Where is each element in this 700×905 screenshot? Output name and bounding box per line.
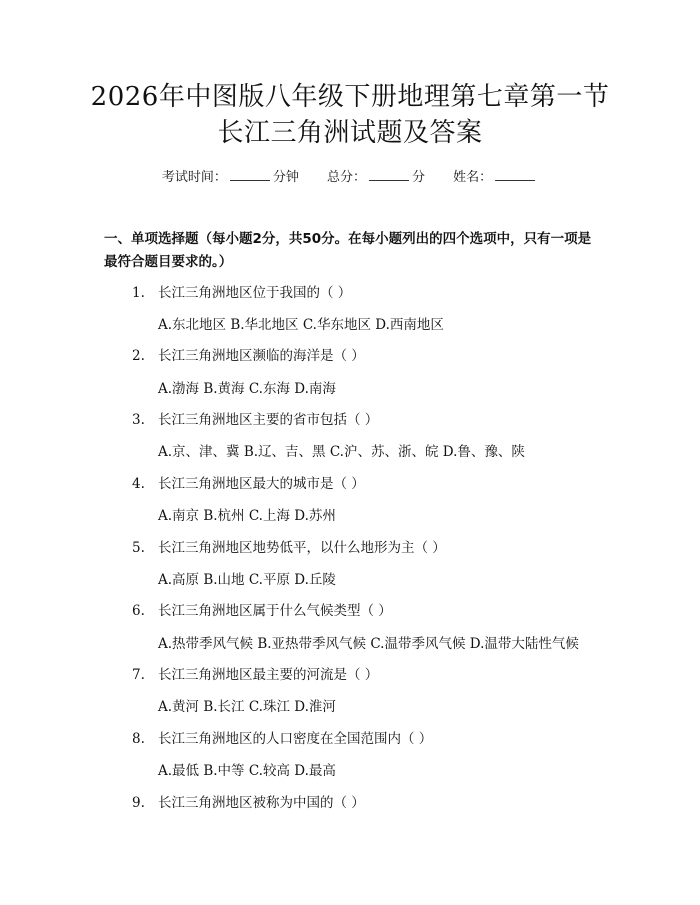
question-4 bbox=[132, 474, 365, 494]
question-1-options: A.东北地区 B.华北地区 C.华东地区 D.西南地区 bbox=[158, 317, 444, 333]
total-score-unit: 分 bbox=[412, 170, 426, 185]
exam-time-field bbox=[162, 168, 299, 188]
student-name-field bbox=[453, 168, 538, 188]
question-5-options: A.高原 B.山地 C.平原 D.丘陵 bbox=[158, 572, 336, 588]
question-2 bbox=[132, 346, 365, 366]
question-number: 3. bbox=[132, 412, 145, 428]
question-number: 2. bbox=[132, 348, 145, 364]
question-number: 7. bbox=[132, 667, 145, 683]
question-number: 9. bbox=[132, 795, 145, 811]
question-text: 长江三角洲地区的人口密度在全国范围内（ ） bbox=[158, 731, 433, 747]
question-7-options: A.黄河 B.长江 C.珠江 D.淮河 bbox=[158, 699, 336, 715]
question-8 bbox=[132, 729, 432, 749]
exam-time-label: 考试时间： bbox=[161, 170, 227, 185]
student-name-label: 姓名： bbox=[453, 170, 493, 185]
question-1 bbox=[132, 283, 351, 303]
question-text: 长江三角洲地区被称为中国的（ ） bbox=[158, 795, 365, 811]
document-title-line-2: 长江三角洲试题及答案 bbox=[217, 118, 483, 148]
exam-time-blank bbox=[230, 168, 270, 181]
question-text: 长江三角洲地区地势低平，以什么地形为主（ ） bbox=[158, 540, 446, 556]
question-number: 1. bbox=[132, 285, 145, 301]
student-name-blank bbox=[495, 168, 535, 181]
question-text: 长江三角洲地区属于什么气候类型（ ） bbox=[158, 603, 392, 619]
question-6 bbox=[132, 601, 392, 621]
exam-meta-row bbox=[0, 168, 700, 188]
total-score-field bbox=[327, 168, 425, 188]
question-text: 长江三角洲地区最主要的河流是（ ） bbox=[158, 667, 379, 683]
question-text: 长江三角洲地区最大的城市是（ ） bbox=[158, 476, 365, 492]
question-5 bbox=[132, 538, 446, 558]
question-7 bbox=[132, 665, 378, 685]
question-6-options: A.热带季风气候 B.亚热带季风气候 C.温带季风气候 D.温带大陆性气候 bbox=[158, 636, 579, 652]
question-text: 长江三角洲地区位于我国的（ ） bbox=[158, 285, 352, 301]
document-title-line-1: 2026年中图版八年级下册地理第七章第一节 bbox=[90, 82, 610, 112]
question-number: 8. bbox=[132, 731, 145, 747]
section-heading: 一、单项选择题（每小题2分，共50分。在每小题列出的四个选项中，只有一项是最符合题目要求的。） bbox=[104, 231, 592, 270]
question-3-options: A.京、津、冀 B.辽、吉、黑 C.沪、苏、浙、皖 D.鲁、豫、陕 bbox=[158, 444, 525, 460]
question-8-options: A.最低 B.中等 C.较高 D.最高 bbox=[158, 763, 336, 779]
total-score-blank bbox=[369, 168, 409, 181]
question-2-options: A.渤海 B.黄海 C.东海 D.南海 bbox=[158, 381, 336, 397]
question-3 bbox=[132, 410, 378, 430]
exam-time-unit: 分钟 bbox=[272, 170, 299, 185]
question-9 bbox=[132, 793, 365, 813]
question-text: 长江三角洲地区主要的省市包括（ ） bbox=[158, 412, 379, 428]
question-number: 5. bbox=[132, 540, 145, 556]
question-number: 4. bbox=[132, 476, 145, 492]
total-score-label: 总分： bbox=[326, 170, 366, 185]
question-text: 长江三角洲地区濒临的海洋是（ ） bbox=[158, 348, 365, 364]
question-number: 6. bbox=[132, 603, 145, 619]
question-4-options: A.南京 B.杭州 C.上海 D.苏州 bbox=[158, 508, 336, 524]
